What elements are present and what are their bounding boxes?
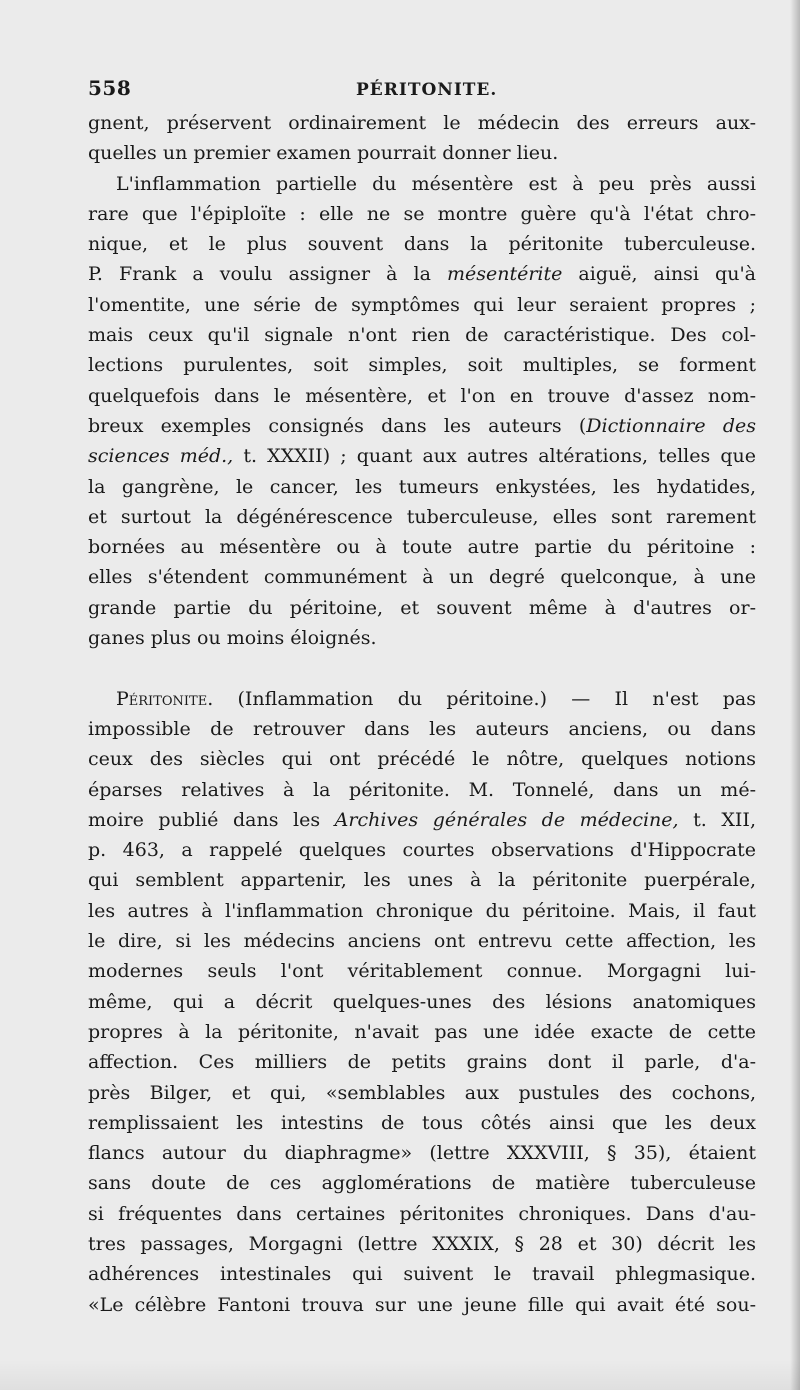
text-line: quelquefois dans le mésentère, et l'on en trouve d'assez nom- [88,384,756,407]
page-number: 558 [88,76,132,100]
text-line: la gangrène, le cancer, les tumeurs enkystées, les hydatides, [88,475,756,498]
text-line: même, qui a décrit quelques-unes des lésions anatomiques [88,990,756,1013]
text-line: Péritonite. (Inflammation du péritoine.) — Il n'est pas [116,687,756,710]
text-line: modernes seuls l'ont véritablement connue. Morgagni lui- [88,960,756,983]
page-header [88,76,748,106]
text-line: remplissaient les intestins de tous côtés ainsi que les deux [88,1111,756,1134]
text-line: «Le célèbre Fantoni trouva sur une jeune fille qui avait été sou- [88,1293,756,1316]
text-line: qui semblent appartenir, les unes à la péritonite puerpérale, [88,869,756,892]
text-line: sans doute de ces agglomérations de matière tuberculeuse [88,1172,756,1195]
text-line: nique, et le plus souvent dans la péritonite tuberculeuse. [88,233,756,256]
text-line: gnent, préservent ordinairement le médecin des erreurs aux- [88,112,756,134]
text-line: tres passages, Morgagni (lettre XXXIX, § 28 et 30) décrit les [88,1232,756,1255]
text-line: propres à la péritonite, n'avait pas une idée exacte de cette [88,1020,756,1043]
text-line: mais ceux qu'il signale n'ont rien de caractéristique. Des col- [88,324,756,347]
text-line: L'inflammation partielle du mésentère est à peu près aussi [116,172,756,195]
text-line: breux exemples consignés dans les auteurs (Dictionnaire des [88,414,756,437]
running-head: PÉRITONITE. [356,80,498,100]
text-line: les autres à l'inflammation chronique du péritoine. Mais, il faut [88,899,756,922]
text-line: flancs autour du diaphragme» (lettre XXXVIII, § 35), étaient [88,1142,756,1165]
text-line: affection. Ces milliers de petits grains dont il parle, d'a- [88,1051,756,1074]
text-line: sciences méd., t. XXXII) ; quant aux autres altérations, telles que [88,445,756,468]
text-line: elles s'étendent communément à un degré quelconque, à une [88,566,756,589]
text-line: p. 463, a rappelé quelques courtes observations d'Hippocrate [88,839,756,862]
text-line: bornées au mésentère ou à toute autre partie du péritoine : [88,536,756,559]
text-line: si fréquentes dans certaines péritonites chroniques. Dans d'au- [88,1202,756,1225]
text-line: l'omentite, une série de symptômes qui leur seraient propres ; [88,293,756,316]
text-line: ganes plus ou moins éloignés. [88,627,377,650]
page-edge-shadow [790,0,800,1390]
body-text [88,108,756,1320]
page-bottom-shade [0,1360,800,1390]
text-line: impossible de retrouver dans les auteurs anciens, ou dans [88,717,756,740]
text-line: ceux des siècles qui ont précédé le nôtre, quelques notions [88,748,756,771]
text-line: grande partie du péritoine, et souvent même à d'autres or- [88,596,756,619]
text-line: rare que l'épiploïte : elle ne se montre guère qu'à l'état chro- [88,202,756,225]
text-line: le dire, si les médecins anciens ont entrevu cette affection, les [88,930,756,953]
text-line: éparses relatives à la péritonite. M. Tonnelé, dans un mé- [88,778,756,801]
paragraph-gap [88,653,756,683]
text-line: et surtout la dégénérescence tuberculeuse, elles sont rarement [88,505,756,528]
text-line: lections purulentes, soit simples, soit multiples, se forment [88,354,756,377]
text-line: adhérences intestinales qui suivent le travail phlegmasique. [88,1263,756,1286]
text-line: quelles un premier examen pourrait donner lieu. [88,142,559,165]
text-line: P. Frank a voulu assigner à la mésentérite aiguë, ainsi qu'à [88,263,756,286]
text-line: près Bilger, et qui, «semblables aux pustules des cochons, [88,1081,756,1104]
text-line: moire publié dans les Archives générales de médecine, t. XII, [88,808,756,831]
